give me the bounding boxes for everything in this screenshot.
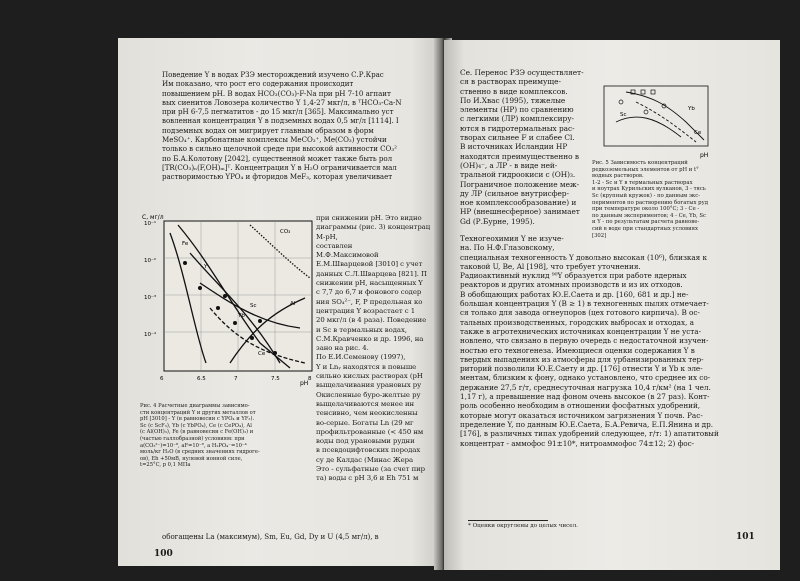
y-tick-label: 10⁻² xyxy=(144,258,157,264)
text-line: подземных водах он мигрирует главным образом в форм xyxy=(162,125,374,135)
text-line: ментам, близким к фону, однако установлено, что среднее их со- xyxy=(460,373,711,383)
caption-line: по данным экспериментов; 4 - Ce, Yb, Sc xyxy=(592,212,707,219)
caption-line: сти концентраций Y и других металлов от xyxy=(140,409,256,416)
x-tick-label: 7 xyxy=(234,376,238,382)
figure-5-chart xyxy=(596,82,712,160)
caption-line: [302] xyxy=(592,232,607,239)
x-tick-label: 6.5 xyxy=(197,376,206,382)
text-line: М.Ф.Максимовой xyxy=(316,251,379,260)
text-line: по Б.А.Колотову [2042], существенной может также быть рол xyxy=(162,153,393,163)
text-line: ду ЛР (сильное внутрисфер- xyxy=(460,188,569,198)
text-line: Поведение Y в водах РЗЭ месторождений изучено С.Р.Крас xyxy=(162,70,384,79)
caption-line: при температуре около 100°C; 3 - Ce - xyxy=(592,206,700,213)
text-line: растворимостью YPO₄ и фторидов MeF₃, которая увеличивает xyxy=(162,172,393,182)
curve-label: Yb xyxy=(688,106,695,112)
text-line: (OH)₄⁻, а ЛР - в виде ней- xyxy=(460,160,558,170)
text-line: ния SO₄²⁻, F, P предельная ко xyxy=(316,297,423,306)
text-line: ностью его техногенеза. Имеющиеся оценки содержания Y в xyxy=(460,345,695,355)
text-line: вых сиенитов Ловозера количество Y 1,4-27 мкг/л, в ᵀHCO₃-Ca-N xyxy=(162,97,402,107)
curve-label: Yb xyxy=(238,313,245,319)
left-page-number: 100 xyxy=(154,549,173,559)
caption-line: (частью галлобразной) условиям: при xyxy=(140,435,245,442)
text-line: находятся преимущественно в xyxy=(460,151,579,161)
text-line: Это - сульфатные (за счет пир xyxy=(316,465,426,474)
right-page-full-text xyxy=(460,234,719,448)
footnote-text: * Оценки округлены до целых чисел. xyxy=(468,523,578,529)
text-line: Окисленные буро-желтые ру xyxy=(316,390,421,399)
text-line: Техногеохимия Y не изуче- xyxy=(460,234,564,243)
text-line: таковой U, Be, Al [198], что требует уточнения. xyxy=(460,261,641,271)
y-tick-label: 10⁻³ xyxy=(144,295,157,301)
x-tick-label: 7.5 xyxy=(271,376,280,382)
figure-5-caption xyxy=(592,160,708,239)
text-line: Е.М.Шварцевой [3010] с учет xyxy=(316,260,423,269)
text-line: выщелачивания урановых ру xyxy=(316,381,422,390)
text-line: вовленная концентрация Y в подземных водах 0,5 мг/л [1114]. I xyxy=(162,116,399,126)
caption-line: Рис. 5 Зависимость концентраций xyxy=(592,160,688,166)
left-page-side-text xyxy=(316,214,430,484)
text-line: повышением pH. В водах HCO₃(CO₃)-F-Na при pH 7-10 агпаит xyxy=(162,88,391,98)
text-line: 20 мкг/л (в 4 раза). Поведение xyxy=(316,316,427,325)
text-line: составлен xyxy=(316,241,353,250)
text-line: большая концентрация Y (В ≥ 1) в техногенных пылях отмечает- xyxy=(460,299,709,309)
caption-line: ов), Eh +50мВ, нулевой ионной силе, xyxy=(140,455,243,462)
text-line: та) воды с pH 3,6 и Eh 751 м xyxy=(316,474,419,483)
figure-4-x-axis-label: pH xyxy=(300,380,309,387)
text-line: с 7,7 до 6,7 и фонового содер xyxy=(316,288,422,297)
fig5-curve-ce xyxy=(636,102,696,142)
caption-line: pH [3010] - Y (в равновесии с YPO₄ и YF₃). xyxy=(140,416,255,423)
x-tick-label: 8 xyxy=(308,376,312,382)
text-line: Ce. Перенос РЗЭ осуществляет- xyxy=(460,68,584,77)
text-line: пределение Y, по данным Ю.Е.Саета, Б.А.Ревича, Е.П.Янина и др. xyxy=(460,419,713,429)
text-line: Пограничное положение меж- xyxy=(460,179,580,189)
curve-label: Ce xyxy=(258,351,266,357)
text-line: на. По Н.Ф.Глазовскому, xyxy=(460,243,555,253)
text-line: ся только для завода огнеупоров (цех готового кирпича). В ос- xyxy=(460,308,700,318)
fig5-curve-yb xyxy=(626,92,704,140)
text-line: зано на рис. 4. xyxy=(316,344,369,353)
text-line: только в сильно щелочной среде при высокой активности CO₃² xyxy=(162,144,397,154)
curve-label: Ce xyxy=(694,130,702,136)
caption-line: и ноутрах Курильских вулканов, 3 - тясь xyxy=(592,186,706,193)
curve-label: Al xyxy=(290,301,296,307)
text-line: M-pH, xyxy=(316,232,338,241)
text-line: концентрат - аммофос 91±10*, нитроаммофос 74±12; 2) фос- xyxy=(460,438,695,448)
text-line: творах сильнее F и слабее Cl. xyxy=(460,133,575,143)
text-line: По И.Хвас (1995), тяжелые xyxy=(460,95,566,105)
text-line: элементы (НР) по сравнению xyxy=(460,105,574,115)
text-line: в псевдоцифтовских породах xyxy=(316,446,421,455)
caption-line: водных растворов. xyxy=(592,173,644,180)
caption-line: сий в воде при стандартных условиях xyxy=(592,225,698,232)
text-line: Им показано, что рост его содержания происходит xyxy=(162,79,354,89)
text-line: Радиоактивный нуклид ⁹⁰Y образуется при работе ядерных xyxy=(460,271,687,281)
text-line: во-серые. Богаты Ln (29 мг xyxy=(316,418,414,427)
caption-line: t=25°C, p 0,1 МПа xyxy=(140,462,191,469)
text-line: специальная техногенность Y довольно высокая (10⁶), близкая к xyxy=(460,252,708,262)
text-line: риторий позволили Ю.Е.Саету и др. [176] отнести Y и Yb к эле- xyxy=(460,364,703,374)
figure-4-y-axis-label: C, мг/л xyxy=(142,214,164,221)
text-line: С.М.Кравченко и др. 1996, на xyxy=(316,334,424,343)
text-line: По Е.И.Семенову (1997), xyxy=(316,353,406,362)
text-line: тенсивно, чем неокисленны xyxy=(316,409,418,418)
text-line: В источниках Исландии НР xyxy=(460,142,568,152)
x-tick-label: 6 xyxy=(160,376,164,382)
text-line: су де Калдас (Минас Жера xyxy=(316,455,414,464)
caption-line: (с Al(OH)₃), Fe (в равновесии с Fe(OH)₃) и xyxy=(140,429,254,436)
figure-4-chart xyxy=(140,213,318,401)
curve-label: Fe xyxy=(182,241,189,247)
left-page-bottom-line: обогащены La (максимум), Sm, Eu, Gd, Dy и U (4,5 мг/л), в xyxy=(162,532,379,541)
text-line: и Sc в термальных водах, xyxy=(316,325,407,334)
text-line: роль особенно необходим в отношении фосфатных удобрений, xyxy=(460,401,701,411)
curve-label: Y xyxy=(204,264,208,270)
caption-line: Рис. 4 Расчетные диаграммы зависимо- xyxy=(140,403,250,409)
text-line: профильтрованные (< 450 нм xyxy=(316,427,424,436)
text-line: ственно в виде комплексов. xyxy=(460,86,568,96)
text-line: диаграммы (рис. 3) концентрац xyxy=(316,223,431,232)
text-line: снижении pH, насыщенных Y xyxy=(316,279,423,288)
text-line: 1,17 г), а превышение над фоном очень высокое (в 27 раз). Конт- xyxy=(460,392,710,402)
text-line: центрация Y возрастает с 1 xyxy=(316,306,416,315)
text-line: ся в растворах преимуще- xyxy=(460,77,561,87)
text-line: Gd (Р.Бурне, 1995). xyxy=(460,216,535,226)
text-line: твердых выпадениях из атмосферы для урбанизированных тер- xyxy=(460,354,704,364)
text-line: воды под урановыми рудни xyxy=(316,437,415,446)
text-line: реакторов и других атомных производств и из их отходов. xyxy=(460,280,683,290)
text-line: ное комплексообразование) и xyxy=(460,198,577,208)
y-tick-label: 10⁻¹ xyxy=(144,221,157,227)
text-line: НР (внешнесферное) занимает xyxy=(460,207,580,217)
caption-line: моль/кг H₂O (в средних значениях гидроге- xyxy=(140,449,260,456)
text-line: при снижении pH. Это видно xyxy=(316,214,422,222)
right-page xyxy=(444,40,780,570)
text-line: Y и Lnᵧ находятся в повыше xyxy=(316,362,417,371)
text-line: данных С.Л.Шварцева [821]. П xyxy=(316,269,427,278)
caption-line: периментов по растворению богатых руд xyxy=(592,199,708,206)
curve-label: CO₃ xyxy=(280,229,291,235)
left-page-top-text xyxy=(162,70,402,182)
text-line: новлено, что связано в первую очередь с недостаточной изучен- xyxy=(460,336,709,346)
caption-line: Sc (крупный кружок) - по данным экс- xyxy=(592,192,701,199)
caption-line: редкоземельных элементов от pH и t° xyxy=(592,166,699,173)
text-line: сильно кислых растворах (pH xyxy=(316,372,423,381)
text-line: В обобщающих работах Ю.Е.Саета и др. [160, 681 и др.] не- xyxy=(460,289,689,299)
figure-5-x-axis-label: pH xyxy=(700,152,709,159)
caption-line: 1-2 - Sc и Y в термальных растворах xyxy=(592,179,693,186)
text-line: также в агротехнических источниках концентрации Y не уста- xyxy=(460,326,701,336)
text-line: выщелачиваются менее ин xyxy=(316,399,415,408)
text-line: ются в гидротермальных рас- xyxy=(460,123,575,133)
text-line: держание 27,5 г/т, среднесуточная нагрузка 10,4 г/км² (на 1 чел. xyxy=(460,382,711,392)
left-page xyxy=(118,38,444,566)
curve-label: Sc xyxy=(250,303,257,309)
text-line: тральной гидроокиси с (OH)₃. xyxy=(460,170,576,180)
left-page-bottom-text xyxy=(162,532,379,541)
caption-line: a(CO₃²⁻)=10⁻⁸, aF=10⁻⁸, a H₂PO₄⁻=10⁻⁴ xyxy=(140,442,247,449)
curve-label: Sc xyxy=(620,112,627,118)
text-line: которые могут оказаться источником загрязнения Y почв. Рас- xyxy=(460,410,703,420)
text-line: [176], в различных типах удобрений следующее, г/т: 1) апатитовый xyxy=(460,429,719,439)
right-page-column-text xyxy=(460,68,584,226)
text-line: с легкими (ЛР) комплексиру- xyxy=(460,114,574,124)
right-page-number: 101 xyxy=(736,532,755,542)
text-line: при pH 6-7,5 пегматитов - до 15 мкг/л [365]. Максимально уст xyxy=(162,107,394,117)
text-line: [TR(CO₃)ₙ(F,OH)ₘ]ᵀ. Концентрация Y в H₂O ограничивается мал xyxy=(162,162,397,172)
caption-line: Sc (с ScF₃), Yb (с YbPO₄), Ce (с CePO₄), Al xyxy=(140,422,252,429)
caption-line: и Y - по результатам расчета равнове- xyxy=(592,219,700,226)
text-line: тальных производственных, городских выбросах и отходах, а xyxy=(460,317,694,327)
footnote xyxy=(468,520,578,530)
figure-4-caption xyxy=(140,403,260,469)
fig5-curve-sc xyxy=(616,117,681,137)
y-tick-label: 10⁻⁴ xyxy=(144,332,157,338)
text-line: MeSO₄⁺. Карбонатные комплексы MeCO₃⁺, Me(CO₃) устойчи xyxy=(162,135,387,145)
